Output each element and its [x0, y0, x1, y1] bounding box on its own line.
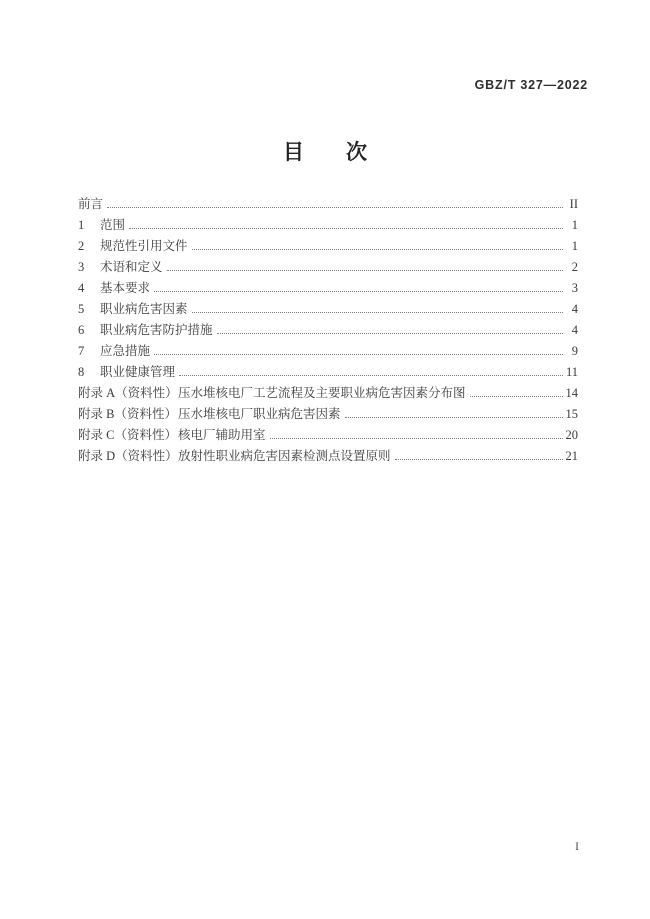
- toc-entry: [78, 278, 578, 299]
- toc-entry: [78, 215, 578, 236]
- toc-entry-label: 基本要求: [100, 281, 151, 295]
- toc-entry-page: 21: [565, 449, 578, 463]
- dot-leader: [192, 249, 563, 250]
- toc-entry: [78, 341, 578, 362]
- toc-entry-number: 8: [78, 365, 85, 379]
- toc-entry-number: 附录 D（资料性）: [78, 449, 178, 463]
- toc-entry-page: 4: [571, 323, 578, 337]
- toc-entry-page: 15: [565, 407, 578, 421]
- page-title: 目 次: [283, 141, 367, 164]
- dot-leader: [129, 228, 563, 229]
- dot-leader: [154, 291, 563, 292]
- toc-entry: [78, 320, 578, 341]
- dot-leader: [167, 270, 563, 271]
- toc-list: [78, 194, 578, 467]
- dot-leader: [395, 459, 563, 460]
- toc-entry-number: 附录 A（资料性）: [78, 386, 178, 400]
- standard-code-header: GBZ/T 327—2022: [474, 78, 588, 92]
- toc-entry: [78, 404, 578, 425]
- toc-entry-page: 1: [571, 218, 578, 232]
- toc-entry-number: 3: [78, 260, 85, 274]
- toc-entry-label: 应急措施: [100, 344, 151, 358]
- toc-entry-page: 11: [565, 365, 578, 379]
- toc-entry: [78, 362, 578, 383]
- toc-entry-label: 职业病危害防护措施: [100, 323, 213, 337]
- toc-entry-page: 4: [571, 302, 578, 316]
- toc-entry-number: 5: [78, 302, 85, 316]
- toc-entry-number: 6: [78, 323, 85, 337]
- toc-entry-page: 9: [571, 344, 578, 358]
- dot-leader: [154, 354, 563, 355]
- toc-entry: [78, 383, 578, 404]
- dot-leader: [179, 375, 563, 376]
- toc-entry: [78, 425, 578, 446]
- toc-entry: [78, 257, 578, 278]
- toc-entry: [78, 194, 578, 215]
- toc-entry-number: 2: [78, 239, 85, 253]
- footer-page-number: I: [575, 841, 579, 853]
- toc-entry-page: 3: [571, 281, 578, 295]
- toc-entry: [78, 236, 578, 257]
- toc-entry-number: 4: [78, 281, 85, 295]
- toc-entry-page: 14: [565, 386, 578, 400]
- dot-leader: [470, 396, 563, 397]
- toc-entry-label: 规范性引用文件: [100, 239, 188, 253]
- toc-entry-label: 职业病危害因素: [100, 302, 188, 316]
- toc-entry-label: 压水堆核电厂工艺流程及主要职业病危害因素分布图: [178, 386, 466, 400]
- toc-entry-label: 术语和定义: [100, 260, 163, 274]
- toc-entry-number: 1: [78, 218, 85, 232]
- toc-entry: [78, 446, 578, 467]
- dot-leader: [107, 207, 563, 208]
- toc-entry-label: 前言: [78, 197, 104, 211]
- dot-leader: [270, 438, 563, 439]
- toc-entry-label: 核电厂辅助用室: [178, 428, 266, 442]
- toc-entry-label: 范围: [100, 218, 126, 232]
- toc-entry-number: 附录 B（资料性）: [78, 407, 177, 421]
- dot-leader: [217, 333, 563, 334]
- toc-entry-page: II: [569, 197, 578, 211]
- toc-entry-number: 7: [78, 344, 85, 358]
- toc-entry-number: 附录 C（资料性）: [78, 428, 177, 442]
- toc-entry-page: 20: [565, 428, 578, 442]
- dot-leader: [192, 312, 563, 313]
- toc-entry-label: 职业健康管理: [100, 365, 176, 379]
- dot-leader: [345, 417, 563, 418]
- toc-entry-page: 1: [571, 239, 578, 253]
- toc-entry: [78, 299, 578, 320]
- toc-entry-label: 放射性职业病危害因素检测点设置原则: [178, 449, 391, 463]
- toc-entry-label: 压水堆核电厂职业病危害因素: [178, 407, 341, 421]
- toc-entry-page: 2: [571, 260, 578, 274]
